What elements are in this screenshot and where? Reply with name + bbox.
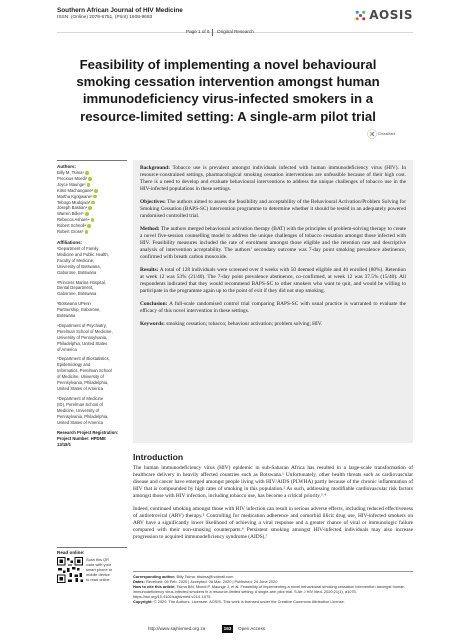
citation-text[interactable]: Tsima BM, Moedi P, Maunge J, et al. Feasibility of implementing a novel behavioural smoking cessation intervention amongst human immunodeficiency virus-infected smokers in a resource-limited setting: A single-arm pilot trial. S Afr J HIV Med. 2020;21(1), a1075. https://doi.org/10.4102/sajhivmed.v21i1.1075 [133,584,405,599]
affiliation-line: of Medicine, University of [57,374,104,380]
orcid-icon[interactable] [85,212,89,216]
read-online-label: Read online: [57,550,85,555]
article-type: Original Research [217,29,254,34]
author-name-text: Warren Bilker⁵ [57,211,84,217]
read-online-line: to read online. [86,577,111,582]
keywords-text: smoking cessation; tobacco; behaviour activation; problem solving; HIV. [166,321,323,327]
affiliation-line: ²Princess Marina Hospital, [57,279,106,285]
conclusion-label: Conclusion: [140,301,168,307]
author-name-text: Robert Gross⁶ [57,229,84,235]
affiliation-line: Pennsylvania, Philadelphia, [57,413,109,419]
journal-issn: ISSN: (Online) 2078-6751, (Print) 1608-9693 [57,15,153,20]
orcid-icon[interactable] [91,201,95,205]
affiliation-line: Gaborone, Botswana [57,291,97,297]
affiliation-line: University of Botswana, [57,263,101,269]
read-online-line: code with your [86,562,112,567]
affiliation-line: United States of America [57,386,104,391]
title-line: Feasibility of implementing a novel behavioural [79,57,377,72]
journal-title: Southern African Journal of HIV Medicine [57,7,183,14]
title-line: smoking cessation intervention amongst human [76,74,380,90]
author-name-text: Robert Schnoll⁴ [57,223,87,229]
author-name-text: Billy M. Tsima¹ [57,170,84,175]
affiliation-line: Botswana [57,313,76,319]
orcid-icon[interactable] [91,218,95,222]
registration-details [57,436,127,448]
registration-heading: Research Project Registration: [57,430,119,436]
title-line: resource-limited setting: A single-arm pilot trial [80,108,376,124]
author-name-text: Joseph Bastian⁴ [57,205,88,211]
author-name-text: Rebecca Ashare⁴ [57,217,90,223]
header-separator [212,29,213,36]
section-heading: Introduction [133,452,184,462]
intro-paragraph-2: Indeed, continued smoking amongst those with HIV infection can result in serious adverse effects, including reduced effectiveness of antiretroviral (ARV) therapy.⁵ Controlling for medication adherence and comorbid illicit drug use, HIV-infected smokers on ARV have a significantly lower likelihood of achieving a viral response and a greater chance of viral or immunologic failure compared with their non-smoking counterparts.⁶ Persistent smoking amongst HIV-infected individuals may also increase progression to acquired immunodeficiency syndrome (AIDS),⁷ [133,506,413,540]
read-online-line: smart phone or [86,567,113,572]
orcid-icon[interactable] [88,206,92,210]
page-footer [0,625,453,635]
footer-url-link[interactable]: http://www.sajhivmed.org.za [148,626,206,631]
qr-code-icon[interactable] [57,557,83,583]
method-text: The authors merged behavioural activation therapy (BAT) with the principles of problem-solving therapy to create a novel five-session counselling model to address the unique challenges of tobacco cessation amongst those infected with HIV. Feasibility measures included the rate of enrolment amongst those eligible and the retention rate and descriptive analysis of intervention acceptability. The authors’ secondary outcome was 7-day point smoking prevalence abstinence, confirmed with breath carbon monoxide. [140,226,406,260]
results-text: A total of 128 individuals were screened over 8 weeks with 50 deemed eligible and 40 enrolled (80%). Retention at week 12 was 53% (21/40). The 7-day point prevalence abstinence, co-confirmed, at week 12 was 37.5% (15/40). All respondents indicated that they would recommend BAPS-SC to other smokers who want to quit, and would be willing to participate in the programme again up to the point of exit if they did not stop smoking. [140,267,406,294]
read-online-line: Scan this QR [86,557,109,562]
affiliation-line: Gaborone, Botswana [57,269,97,275]
orcid-icon[interactable] [88,177,92,181]
affiliation-line: Informatics, Perelman School [57,368,112,374]
authors-heading: Authors: [57,164,77,169]
registration-line: Project Number: HPDME [57,436,106,442]
affiliation-line: University of Pennsylvania, [57,334,108,340]
abstract-method [140,226,406,261]
article-footnote [133,571,413,604]
affiliation-block [57,396,127,426]
affiliation-line: Medicine, University of [57,407,100,413]
intro-paragraph-1: The human immunodeficiency virus (HIV) epidemic in sub-Saharan Africa has resulted in a large-scale transformation of healthcare delivery in heavily affected countries such as Botswana.¹ Unfortunately, other health threats such as cardiovascular disease and cancer have emerged amongst people living with HIV/AIDS (PLWHA) partly because of the chronic inflammation of HIV that is compounded by high rates of smoking in this population.² As such, addressing modifiable cardiovascular risk factors amongst those with HIV infection, including tobacco use, has become a critical priority.³˒⁴ [133,465,413,499]
read-online-instructions [86,557,122,583]
aosis-logo-icon [354,9,367,22]
author-name-text: Martha Kgogwane³ [57,193,93,199]
affiliations-list [57,246,127,425]
author-sidebar [57,160,127,493]
affiliation-line: ⁵Department of Biostatistics, [57,356,110,362]
cite-label: How to cite this article: [133,584,176,589]
dates-label: Dates: [133,579,145,584]
abstract-background [140,165,406,193]
corresponding-label: Corresponding author: [133,574,176,579]
affiliation-line: ⁴Department of Psychiatry, [57,322,107,328]
affiliation-block [57,356,127,395]
corresponding-author[interactable]: Billy Tsima, btsima@hotmail.com [176,574,234,579]
abstract-results [140,267,406,295]
page-label: Page 1 of 6 [186,29,210,34]
affiliation-line: Partnership, Gaborone, [57,307,101,313]
background-label: Background: [140,165,170,171]
affiliation-block [57,246,127,280]
author-name-text: Joyce Maunge¹ [57,181,86,187]
affiliation-line: ³Botswana UPenn [57,301,91,307]
abstract-objectives [140,199,406,220]
copyright-text: © 2020. The Authors. Licensee: AOSIS. This work is licensed under the Creative Commons Attribution License. [153,599,345,604]
abstract-keywords [140,321,406,328]
affiliation-block [57,280,127,302]
introduction-body [133,465,413,547]
publisher-logo[interactable] [354,8,413,22]
results-label: Results: [140,267,159,273]
orcid-icon[interactable] [85,230,89,234]
orcid-icon[interactable] [85,171,89,175]
author-name-text: Tebogo Mudojwa³ [57,199,91,205]
objectives-label: Objectives: [140,199,166,205]
page-number: 163 [223,626,232,631]
abstract-conclusion [140,301,406,315]
copyright-label: Copyright: [133,599,153,604]
affiliation-block [57,301,127,323]
crossmark-badge[interactable] [367,129,395,139]
orcid-icon[interactable] [94,189,98,193]
method-label: Method: [140,226,160,232]
authors-list [57,170,127,235]
conclusion-text: A full-scale randomised control trial comparing BAPS-SC with usual practice is warranted to evaluate the efficacy of this novel intervention in these settings. [140,301,406,314]
affiliation-line: Epidemiology and [57,362,91,368]
crossmark-icon [367,129,377,139]
abstract-box [133,160,413,443]
affiliation-line: Perelman School of Medicine, [57,328,113,334]
author-name-text: Precious Moedi¹ [57,175,88,181]
affiliation-line: of America [57,346,77,352]
article-title [60,56,396,125]
affiliation-line: Faculty of Medicine, [57,257,95,263]
affiliation-line: Philadelphia, United States [57,340,108,346]
affiliation-block [57,323,127,357]
keywords-label: Keywords: [140,321,165,327]
title-line: immunodeficiency virus-infected smokers in a [82,91,374,107]
affiliation-line: Dental Department, [57,285,94,291]
read-online-line: mobile device [86,572,110,577]
affiliation-line: ¹Department of Family [57,245,99,251]
affiliation-line: (ID), Perelman School of [57,401,103,407]
article-dates: Received: 05 Feb. 2020 | Accepted: 08 Mar. 2020 | Published: 24 June 2020 [146,579,278,584]
crossmark-label: CrossMark [378,132,396,136]
affiliation-line: Medicine and Public Health, [57,251,109,257]
read-online-box [57,547,127,583]
affiliation-line: ⁶Department of Medicine [57,395,104,401]
orcid-icon[interactable] [87,224,91,228]
author-name-text: Kitso Machangane² [57,187,94,193]
orcid-icon[interactable] [93,195,97,199]
registration-line: 13/18/1 [57,442,71,448]
objectives-text: The authors aimed to assess the feasibility and acceptability of the Behavioural Activation/Problem Solving for Smoking Cessation (BAPS-SC) intervention programme to determine whether it should be tested in an adequately powered randomised controlled trial. [140,199,406,219]
affiliation-line: Pennsylvania, Philadelphia, [57,380,109,386]
affiliations-heading: Affiliations: [57,239,83,245]
affiliation-line: United States of America [57,419,104,425]
open-access-label: Open Access [238,626,266,631]
background-text: Tobacco use is prevalent amongst individuals infected with human immunodeficiency virus (HIV). In resource-constrained settings, pharmacological smoking cessation interventions are unfeasible because of their high cost. There is a need to develop and evaluate behavioural interventions to address the unique challenges of tobacco use in the HIV-infected populations in these settings. [140,165,406,192]
orcid-icon[interactable] [87,183,91,187]
logo-text: AOSIS [369,8,413,22]
